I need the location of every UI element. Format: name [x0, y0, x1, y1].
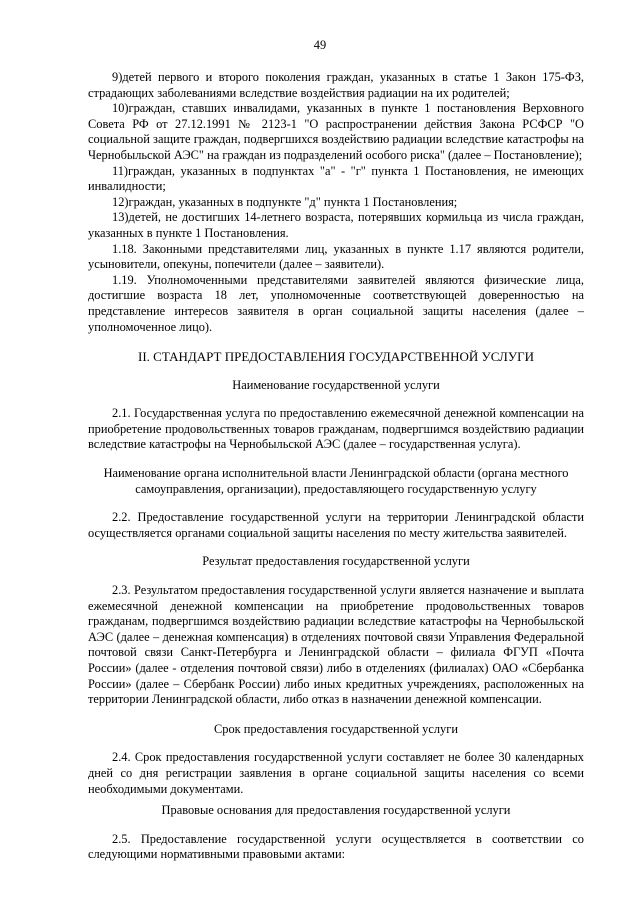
paragraph-2-2: 2.2. Предоставление государственной услуги на территории Ленинградской области осуществляется органами социальной защиты населения по месту жительства заявителей.: [88, 510, 584, 540]
page-content: [88, 70, 584, 863]
paragraph-2-1: 2.1. Государственная услуга по предоставлению ежемесячной денежной компенсации на приобретение продовольственных товаров гражданам, подвергшимся воздействию радиации вследствие катастрофы на Чернобыльской АЭС (далее – государственная услуга).: [88, 406, 584, 452]
paragraph-2-5: 2.5. Предоставление государственной услуги осуществляется в соответствии со следующими нормативными правовыми актами:: [88, 831, 584, 862]
heading-term: Срок предоставления государственной услуги: [214, 721, 458, 736]
heading-authority: Наименование органа исполнительной власти Ленинградской области (органа местного самоуправления, организации), предоставляющего государственную услугу: [103, 466, 569, 496]
paragraph-1-18: 1.18. Законными представителями лиц, указанных в пункте 1.17 являются родители, усыновители, опекуны, попечители (далее – заявители).: [88, 241, 584, 272]
heading-result: Результат предоставления государственной услуги: [202, 554, 470, 569]
list-item-10: 10)граждан, ставших инвалидами, указанных в пункте 1 постановления Верховного Совета РФ от 27.12.1991 № 2123-1 "О распространении действия Закона РСФСР "О социальной защите граждан, подвергшихся воздействию радиации вследствие катастрофы на Чернобыльской АЭС" на граждан из подразделений особого риска" (далее – Постановление);: [88, 101, 584, 162]
heading-service-name: Наименование государственной услуги: [232, 377, 440, 392]
section-title: II. СТАНДАРТ ПРЕДОСТАВЛЕНИЯ ГОСУДАРСТВЕННОЙ УСЛУГИ: [138, 349, 534, 365]
page-number: 49: [313, 38, 327, 52]
paragraph-2-3: 2.3. Результатом предоставления государственной услуги является назначение и выплата ежемесячной денежной компенсации на приобретение продовольственных товаров гражданам, подвергшимся воздействию радиации вследствие катастрофы на Чернобыльской АЭС (далее – денежная компенсация) в отделениях почтовой связи Управления Федеральной почтовой связи Санкт-Петербурга и Ленинградской области – филиала ФГУП «Почта России» (далее - отделения почтовой связи) либо в отделениях (филиалах) ОАО «Сбербанка России» (далее – Сбербанк России) либо иных кредитных учреждениях, расположенных на территории Ленинградской области, либо отказ в назначении денежной компенсации.: [88, 583, 584, 707]
list-item-11: 11)граждан, указанных в подпунктах "а" - "г" пункта 1 Постановления, не имеющих инвалидности;: [88, 163, 584, 194]
list-item-12: 12)граждан, указанных в подпункте "д" пункта 1 Постановления;: [112, 194, 458, 209]
paragraph-2-4: 2.4. Срок предоставления государственной услуги составляет не более 30 календарных дней со дня регистрации заявления в органе социальной защиты населения со всеми необходимыми документами.: [88, 750, 584, 796]
list-item-9: 9)детей первого и второго поколения граждан, указанных в статье 1 Закон 175-ФЗ, страдающих заболеваниями вследствие воздействия радиации на их родителей;: [88, 70, 584, 100]
list-item-13: 13)детей, не достигших 14-летнего возраста, потерявших кормильца из числа граждан, указанных в пункте 1 Постановления.: [88, 210, 584, 240]
heading-legal-basis: Правовые основания для предоставления государственной услуги: [161, 803, 511, 818]
paragraph-1-19: 1.19. Уполномоченными представителями заявителей являются физические лица, достигшие возраста 18 лет, уполномоченные соответствующей доверенностью на представление интересов заявителя в орган социальной защиты населения (далее – уполномоченное лицо).: [88, 272, 584, 334]
